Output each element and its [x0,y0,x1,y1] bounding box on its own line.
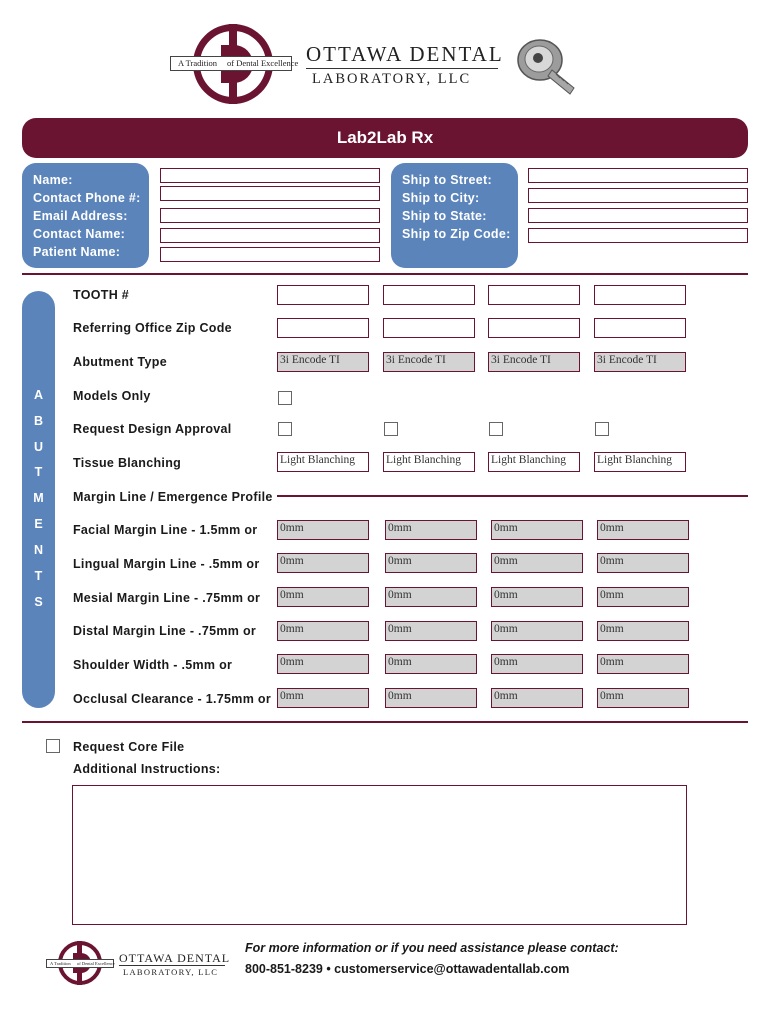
mesial-margin-select[interactable]: 0mm [385,587,477,607]
name-field[interactable] [160,168,380,183]
occlusal-clearance-label: Occlusal Clearance - 1.75mm or [73,692,271,706]
brand-rule [119,965,225,966]
shoulder-width-label: Shoulder Width - .5mm or [73,658,233,672]
form-title: Lab2Lab Rx [22,118,748,158]
design-approval-checkbox[interactable] [595,422,609,436]
side-letter: U [33,440,44,454]
divider [22,721,748,723]
zip-label: Referring Office Zip Code [73,321,232,335]
side-letter: A [33,388,44,402]
label-ship-street: Ship to Street: [402,173,492,187]
label-name: Name: [33,173,73,187]
contact-phone-field[interactable] [160,186,380,201]
request-core-file-label: Request Core File [73,740,185,754]
logo-banner [170,56,299,71]
occlusal-clearance-select[interactable]: 0mm [277,688,369,708]
label-contact-phone: Contact Phone #: [33,191,141,205]
mesial-margin-label: Mesial Margin Line - .75mm or [73,591,261,605]
footer-brand-line2: LABORATORY, LLC [123,967,219,977]
facial-margin-select[interactable]: 0mm [385,520,477,540]
mesial-margin-select[interactable]: 0mm [597,587,689,607]
tagline-left: A Tradition [50,961,71,966]
patient-name-field[interactable] [160,247,380,262]
label-patient-name: Patient Name: [33,245,121,259]
lingual-margin-select[interactable]: 0mm [277,553,369,573]
help-text: For more information or if you need assistance please contact: [245,941,619,955]
label-ship-state: Ship to State: [402,209,487,223]
abutment-type-select[interactable]: 3i Encode TI [277,352,369,372]
abutment-type-select[interactable]: 3i Encode TI [383,352,475,372]
lingual-margin-select[interactable]: 0mm [597,553,689,573]
contact-info-labels [22,163,149,268]
tissue-blanching-select[interactable]: Light Blanching [277,452,369,472]
facial-margin-select[interactable]: 0mm [277,520,369,540]
tagline-right: of Dental Excellence [77,961,115,966]
ship-info-labels [391,163,518,268]
contact-name-field[interactable] [160,228,380,243]
zip-field[interactable] [594,318,686,338]
tissue-blanching-label: Tissue Blanching [73,456,182,470]
brand-name-line1: OTTAWA DENTAL [306,42,504,66]
distal-margin-label: Distal Margin Line - .75mm or [73,624,257,638]
side-letter: B [33,414,44,428]
ship-city-field[interactable] [528,188,748,203]
models-only-checkbox[interactable] [278,391,292,405]
design-approval-checkbox[interactable] [384,422,398,436]
divider [22,273,748,275]
margin-section-rule [277,495,748,497]
mesial-margin-select[interactable]: 0mm [277,587,369,607]
zip-field[interactable] [277,318,369,338]
side-letter: M [33,491,44,505]
contact-text: 800-851-8239 • customerservice@ottawadentallab.com [245,962,570,976]
models-only-label: Models Only [73,389,151,403]
lingual-margin-select[interactable]: 0mm [385,553,477,573]
abutment-type-select[interactable]: 3i Encode TI [594,352,686,372]
shoulder-width-select[interactable]: 0mm [597,654,689,674]
tooth-field[interactable] [383,285,475,305]
tissue-blanching-select[interactable]: Light Blanching [594,452,686,472]
shoulder-width-select[interactable]: 0mm [277,654,369,674]
ship-zip-field[interactable] [528,228,748,243]
design-approval-checkbox[interactable] [278,422,292,436]
facial-margin-select[interactable]: 0mm [491,520,583,540]
abutment-type-select[interactable]: 3i Encode TI [488,352,580,372]
shoulder-width-select[interactable]: 0mm [385,654,477,674]
tooth-field[interactable] [277,285,369,305]
side-letter: T [34,569,43,583]
tooth-field[interactable] [488,285,580,305]
zip-field[interactable] [488,318,580,338]
side-letter: E [34,517,43,531]
label-email: Email Address: [33,209,128,223]
footer-brand-line1: OTTAWA DENTAL [119,951,231,965]
label-ship-zip: Ship to Zip Code: [402,227,511,241]
occlusal-clearance-select[interactable]: 0mm [597,688,689,708]
brand-rule [306,68,498,69]
email-field[interactable] [160,208,380,223]
tagline-left: A Tradition [178,58,217,68]
distal-margin-select[interactable]: 0mm [385,621,477,641]
side-letter: S [34,595,43,609]
distal-margin-select[interactable]: 0mm [277,621,369,641]
side-letter: N [33,543,44,557]
design-approval-label: Request Design Approval [73,422,232,436]
tooth-field[interactable] [594,285,686,305]
brand-name-line2: LABORATORY, LLC [312,71,472,87]
distal-margin-select[interactable]: 0mm [597,621,689,641]
additional-instructions-textarea[interactable] [72,785,687,925]
occlusal-clearance-select[interactable]: 0mm [491,688,583,708]
margin-section-label: Margin Line / Emergence Profile [73,490,273,504]
logo-banner [46,959,114,968]
distal-margin-select[interactable]: 0mm [491,621,583,641]
design-approval-checkbox[interactable] [489,422,503,436]
shoulder-width-select[interactable]: 0mm [491,654,583,674]
implant-icon [512,30,586,100]
occlusal-clearance-select[interactable]: 0mm [385,688,477,708]
request-core-file-checkbox[interactable] [46,739,60,753]
zip-field[interactable] [383,318,475,338]
ship-street-field[interactable] [528,168,748,183]
tooth-label: TOOTH # [73,288,130,302]
additional-instructions-label: Additional Instructions: [73,762,221,776]
facial-margin-label: Facial Margin Line - 1.5mm or [73,523,258,537]
ship-state-field[interactable] [528,208,748,223]
abutment-type-label: Abutment Type [73,355,167,369]
side-letter: T [34,465,43,479]
tissue-blanching-select[interactable]: Light Blanching [383,452,475,472]
tissue-blanching-select[interactable]: Light Blanching [488,452,580,472]
label-ship-city: Ship to City: [402,191,480,205]
lingual-margin-select[interactable]: 0mm [491,553,583,573]
facial-margin-select[interactable]: 0mm [597,520,689,540]
label-contact-name: Contact Name: [33,227,126,241]
tagline-right: of Dental Excellence [227,58,299,68]
lingual-margin-label: Lingual Margin Line - .5mm or [73,557,260,571]
mesial-margin-select[interactable]: 0mm [491,587,583,607]
